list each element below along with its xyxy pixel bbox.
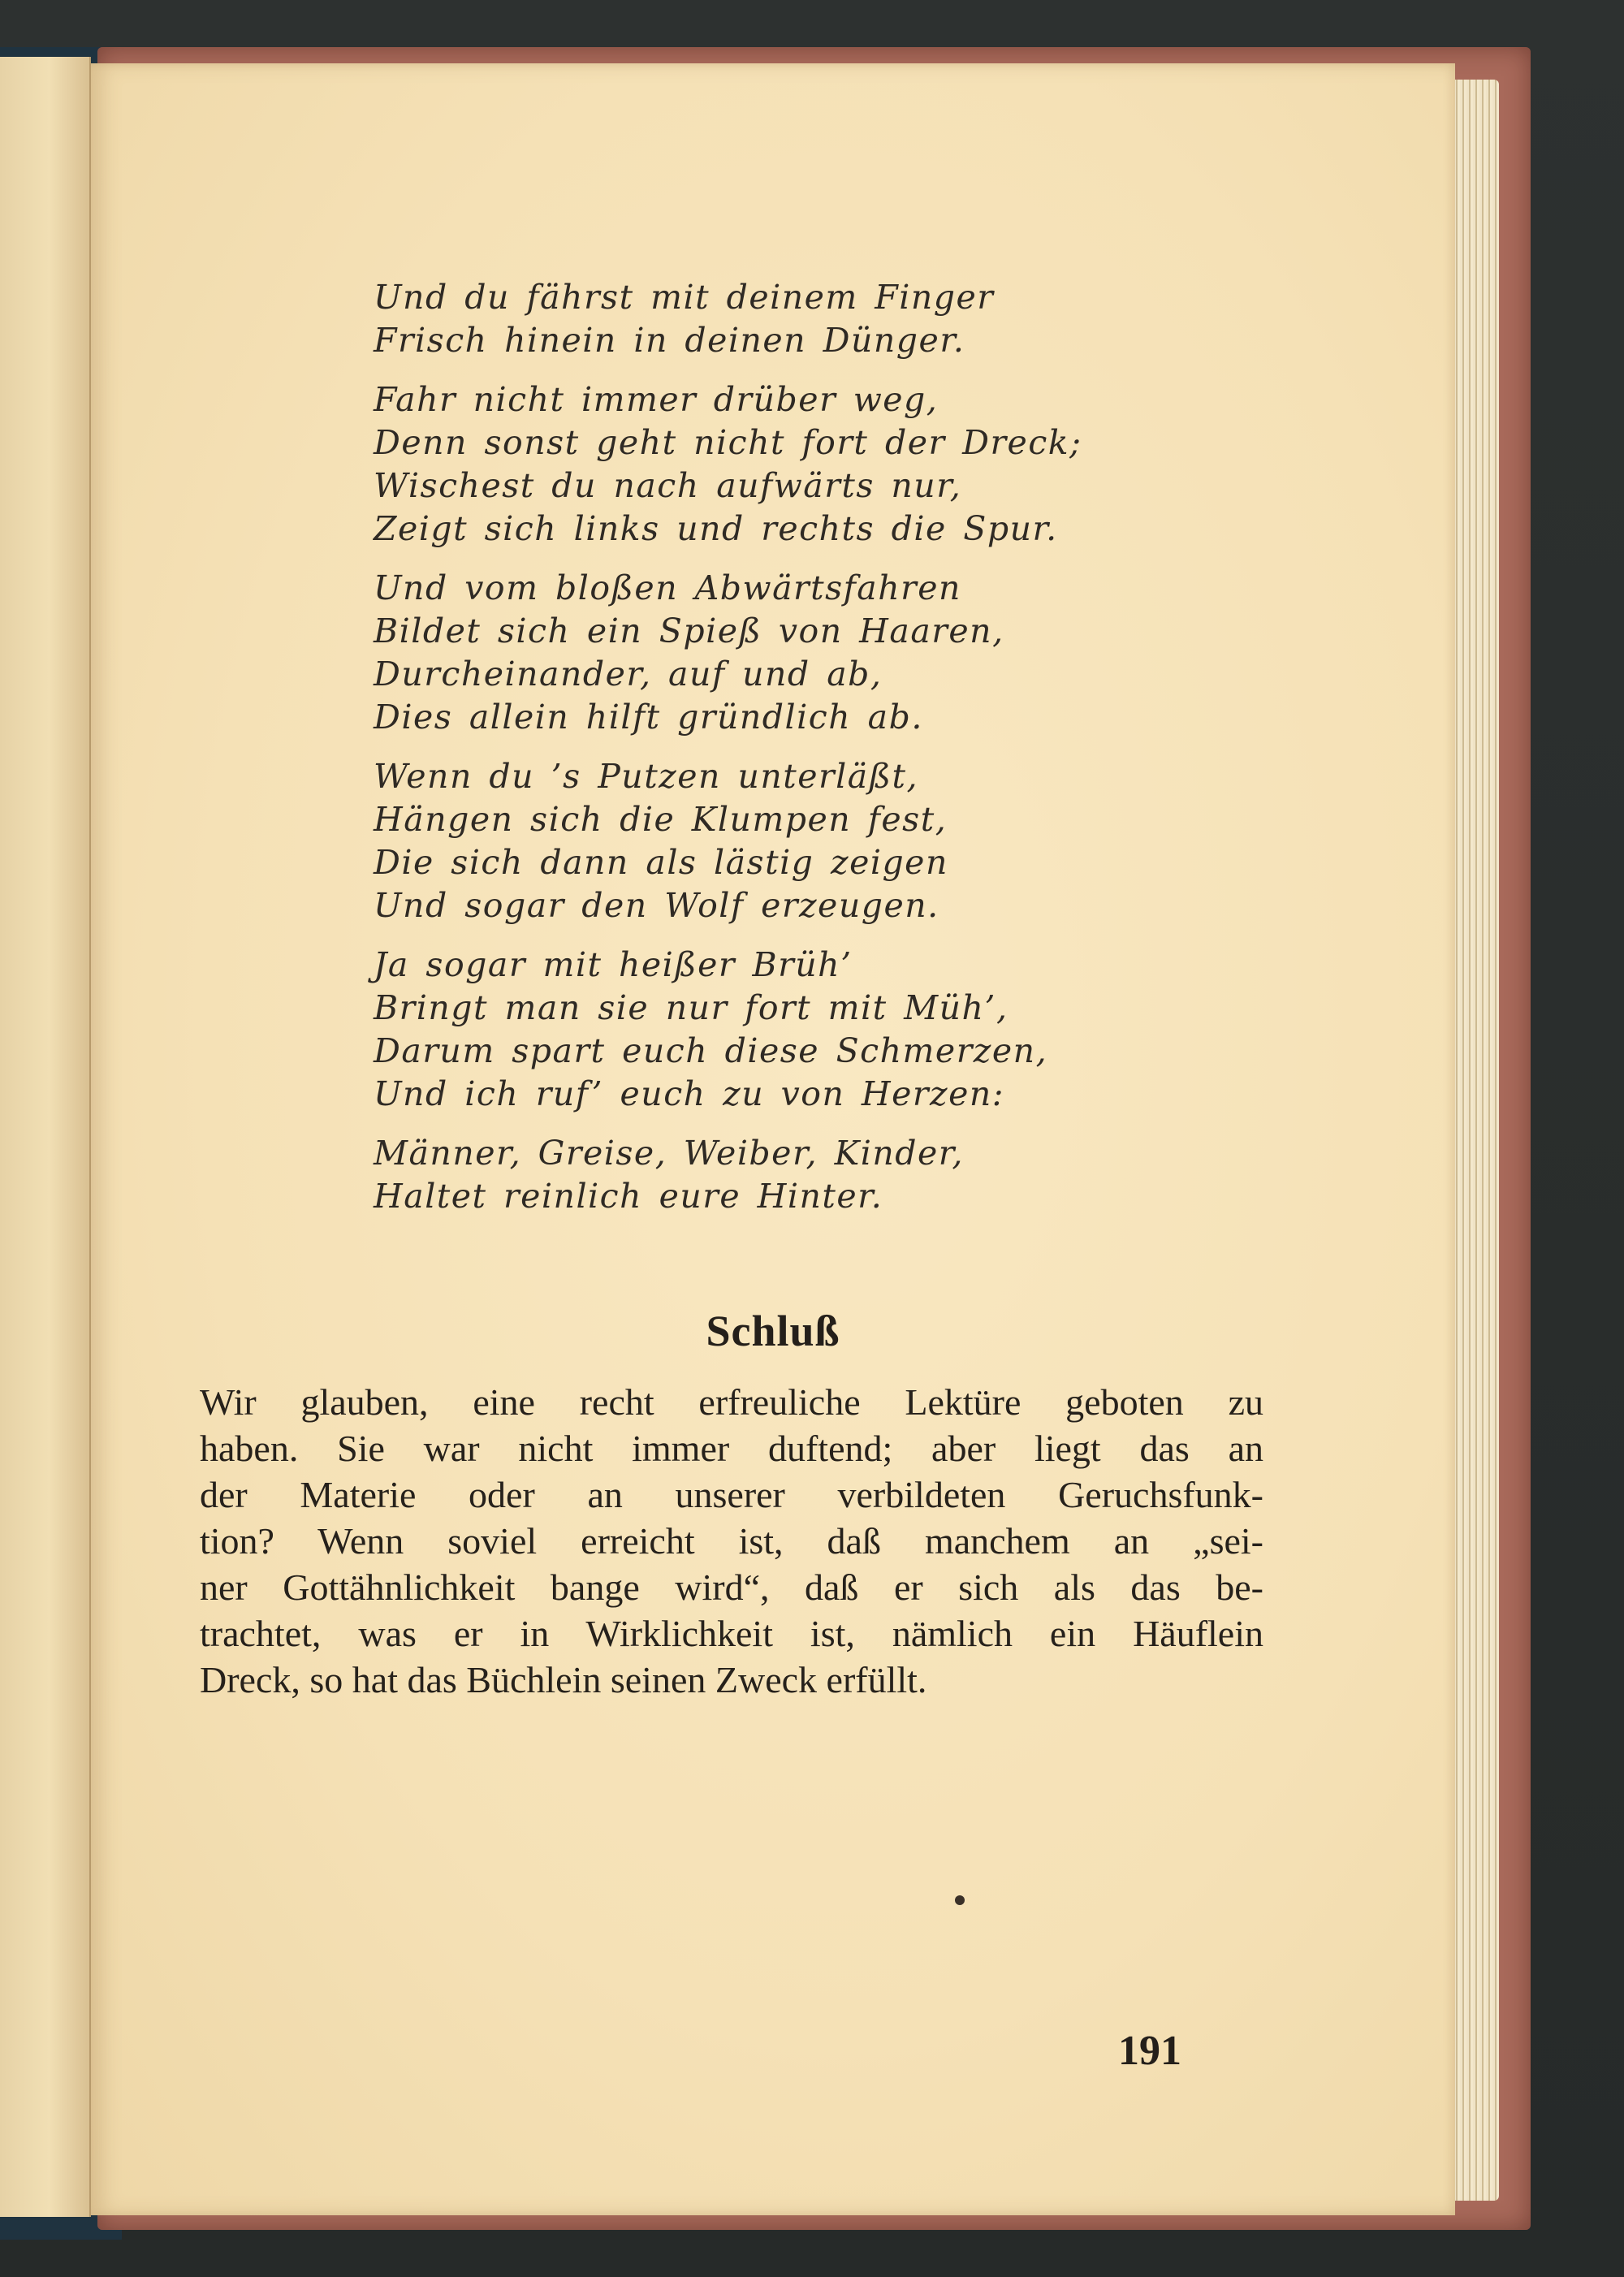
paragraph-line: Dreck, so hat das Büchlein seinen Zweck erfüllt. (200, 1659, 927, 1700)
poem-line: Zeigt sich links und rechts die Spur. (374, 509, 1058, 548)
ink-speck (955, 1895, 965, 1905)
poem-line: Die sich dann als lästig zeigen (374, 843, 948, 882)
poem-line: Dies allein hilft gründlich ab. (374, 698, 923, 737)
poem-line: Durcheinander, auf und ab, (374, 655, 883, 693)
poem-line: Und ich ruf’ euch zu von Herzen: (374, 1074, 1005, 1113)
poem-stanza (374, 378, 1186, 551)
poem-stanza (374, 944, 1186, 1116)
poem-line: Ja sogar mit heißer Brüh’ (374, 945, 853, 984)
poem-line: Hängen sich die Klumpen fest, (374, 800, 948, 839)
poem-stanza (374, 567, 1186, 739)
poem-stanza (374, 1132, 1186, 1218)
section-heading: Schluß (706, 1307, 840, 1355)
poem-line: Bringt man sie nur fort mit Müh’, (374, 988, 1009, 1027)
poem-line: Und du fährst mit deinem Finger (374, 278, 995, 317)
paragraph-line: tion? Wenn soviel erreicht ist, daß manchem an „sei- (200, 1520, 1263, 1562)
poem-line: Männer, Greise, Weiber, Kinder, (374, 1134, 964, 1173)
poem-line: Frisch hinein in deinen Dünger. (374, 321, 965, 360)
page-number: 191 (1118, 2028, 1181, 2074)
poem-stanza (374, 276, 1186, 362)
page-edges (1453, 80, 1499, 2201)
poem-line: Bildet sich ein Spieß von Haaren, (374, 611, 1004, 650)
paragraph-line: Wir glauben, eine recht erfreuliche Lektüre geboten zu (200, 1381, 1263, 1423)
poem-stanza (374, 755, 1186, 927)
poem-line: Und sogar den Wolf erzeugen. (374, 886, 939, 925)
closing-paragraph (200, 1379, 1263, 1703)
poem-line: Denn sonst geht nicht fort der Dreck; (374, 423, 1082, 462)
paragraph-line: trachtet, was er in Wirklichkeit ist, nämlich ein Häuflein (200, 1613, 1263, 1654)
paragraph-line: ner Gottähnlichkeit bange wird“, daß er sich als das be- (200, 1566, 1263, 1608)
poem-line: Und vom bloßen Abwärtsfahren (374, 568, 961, 607)
book-page (91, 63, 1455, 2215)
poem (374, 276, 1186, 1234)
left-page-edge (0, 57, 91, 2217)
poem-line: Wenn du ’s Putzen unterläßt, (374, 757, 919, 796)
poem-line: Fahr nicht immer drüber weg, (374, 380, 939, 419)
paragraph-line: haben. Sie war nicht immer duftend; aber liegt das an (200, 1428, 1263, 1469)
paragraph-line: der Materie oder an unserer verbildeten Geruchsfunk- (200, 1474, 1263, 1515)
poem-line: Wischest du nach aufwärts nur, (374, 466, 962, 505)
poem-line: Darum spart euch diese Schmerzen, (374, 1031, 1048, 1070)
poem-line: Haltet reinlich eure Hinter. (374, 1177, 883, 1216)
